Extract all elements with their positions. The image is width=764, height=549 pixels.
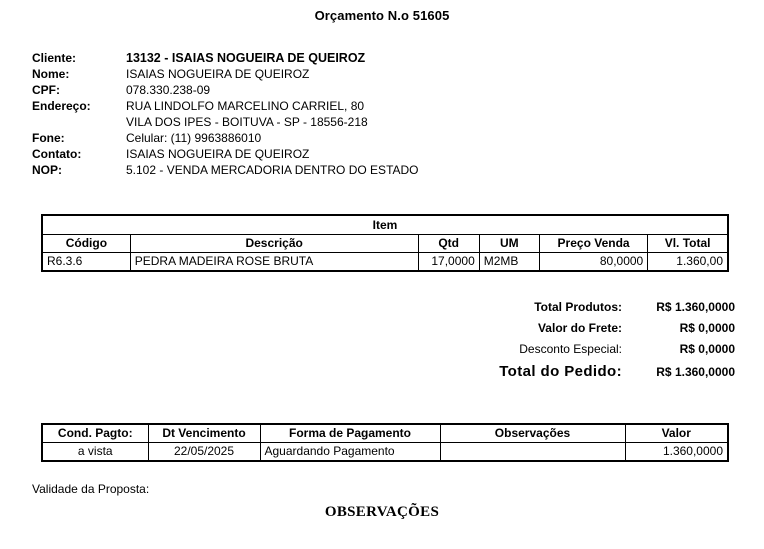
payment-cell-dt-vencimento: 22/05/2025: [148, 443, 260, 462]
payment-table-header-row: [42, 424, 728, 443]
item-header-qtd: Qtd: [418, 235, 479, 253]
item-table-section-header-row: [42, 215, 728, 235]
item-table-section-title: Item: [42, 215, 728, 235]
item-header-um: UM: [479, 235, 539, 253]
item-header-preco-venda: Preço Venda: [539, 235, 647, 253]
total-label-pedido: Total do Pedido:: [499, 363, 622, 380]
total-label-produtos: Total Produtos:: [534, 300, 622, 314]
customer-row-fone: [32, 130, 732, 146]
customer-label-fone: Fone:: [32, 131, 65, 145]
item-table: [41, 214, 729, 272]
item-header-vl-total: Vl. Total: [648, 235, 728, 253]
customer-details-block: [32, 50, 732, 178]
item-header-descricao: Descrição: [130, 235, 418, 253]
total-row-produtos: [430, 300, 735, 321]
customer-row-contato: [32, 146, 732, 162]
customer-row-nome: [32, 66, 732, 82]
total-row-desconto: [430, 342, 735, 363]
item-cell-qtd: 17,0000: [418, 253, 479, 272]
total-value-pedido: R$ 1.360,0000: [656, 365, 735, 379]
item-cell-preco-venda: 80,0000: [539, 253, 647, 272]
item-cell-descricao: PEDRA MADEIRA ROSE BRUTA: [130, 253, 418, 272]
customer-value-endereco-line2: VILA DOS IPES - BOITUVA - SP - 18556-218: [126, 115, 368, 129]
payment-header-cond-pagto: Cond. Pagto:: [42, 424, 148, 443]
page-title: Orçamento N.o 51605: [314, 8, 450, 23]
payment-table: [41, 423, 729, 462]
customer-row-endereco-line2: [32, 114, 732, 130]
payment-cell-cond-pagto: a vista: [42, 443, 148, 462]
customer-value-contato: ISAIAS NOGUEIRA DE QUEIROZ: [126, 147, 310, 161]
total-row-frete: [430, 321, 735, 342]
validade-proposta-label: Validade da Proposta:: [32, 482, 150, 496]
payment-cell-forma-pagamento: Aguardando Pagamento: [260, 443, 440, 462]
item-header-codigo: Código: [42, 235, 130, 253]
payment-header-observacoes: Observações: [440, 424, 625, 443]
customer-label-contato: Contato:: [32, 147, 82, 161]
customer-label-nop: NOP:: [32, 163, 62, 177]
total-value-desconto: R$ 0,0000: [679, 342, 735, 356]
total-row-pedido: [430, 363, 735, 387]
customer-row-cliente: [32, 50, 732, 66]
customer-label-endereco: Endereço:: [32, 99, 91, 113]
payment-header-valor: Valor: [625, 424, 728, 443]
customer-value-cpf: 078.330.238-09: [126, 83, 211, 97]
payment-header-forma-pagamento: Forma de Pagamento: [260, 424, 440, 443]
item-cell-um: M2MB: [479, 253, 539, 272]
total-value-frete: R$ 0,0000: [679, 321, 735, 335]
payment-cell-valor: 1.360,0000: [625, 443, 728, 462]
item-cell-vl-total: 1.360,00: [648, 253, 728, 272]
customer-label-cpf: CPF:: [32, 83, 60, 97]
customer-value-endereco: RUA LINDOLFO MARCELINO CARRIEL, 80: [126, 99, 365, 113]
customer-row-cpf: [32, 82, 732, 98]
observacoes-heading: OBSERVAÇÕES: [324, 504, 440, 520]
payment-cell-observacoes: [440, 443, 625, 462]
customer-row-endereco: [32, 98, 732, 114]
table-row: [42, 253, 728, 272]
customer-value-nome: ISAIAS NOGUEIRA DE QUEIROZ: [126, 67, 310, 81]
customer-label-nome: Nome:: [32, 67, 70, 81]
total-label-desconto: Desconto Especial:: [519, 342, 622, 356]
customer-row-nop: [32, 162, 732, 178]
item-cell-codigo: R6.3.6: [42, 253, 130, 272]
customer-value-nop: 5.102 - VENDA MERCADORIA DENTRO DO ESTADO: [126, 163, 419, 177]
totals-block: [430, 300, 735, 387]
customer-label-cliente: Cliente:: [32, 51, 77, 65]
customer-value-fone: Celular: (11) 9963886010: [126, 131, 262, 145]
item-table-header-row: [42, 235, 728, 253]
total-value-produtos: R$ 1.360,0000: [656, 300, 735, 314]
table-row: [42, 443, 728, 462]
customer-value-cliente: 13132 - ISAIAS NOGUEIRA DE QUEIROZ: [126, 51, 366, 65]
payment-header-dt-vencimento: Dt Vencimento: [148, 424, 260, 443]
total-label-frete: Valor do Frete:: [537, 321, 622, 335]
